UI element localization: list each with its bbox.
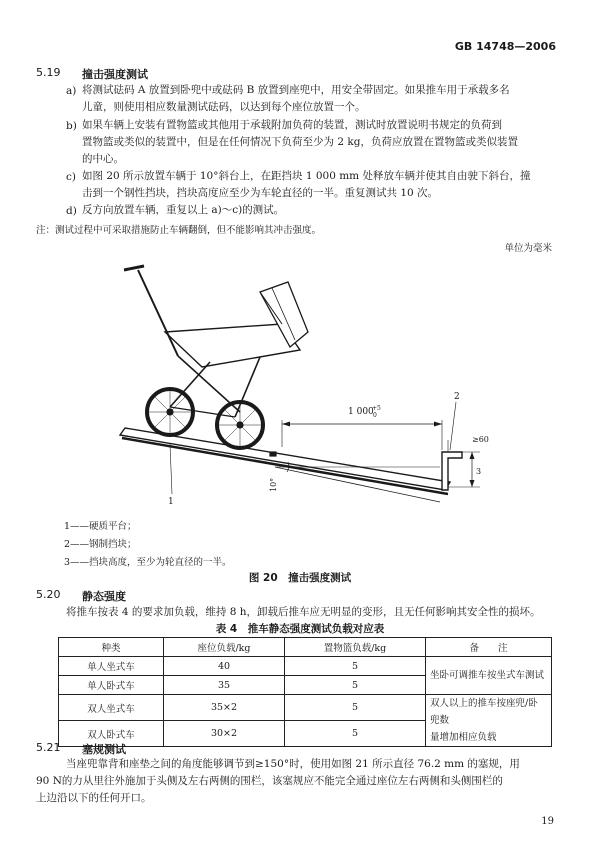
note: 注：测试过程中可采取措施防止车辆翻倒，但不能影响其冲击强度。: [36, 225, 322, 236]
table-row: [59, 657, 552, 676]
item-a-line-1: 将测试砝码 A 放置到卧兜中或砝码 B 放置到座兜中，用安全带固定。如果推车用于承载多名: [82, 84, 510, 96]
page-number: 19: [541, 816, 554, 827]
item-label-a: a): [66, 85, 77, 97]
item-c-text: [82, 168, 530, 202]
section-number-5-20: 5.20: [36, 588, 61, 601]
ramp-platform: [120, 428, 450, 490]
cell-seat-load: 35×2: [164, 695, 285, 721]
angle-text: 10°: [269, 477, 278, 492]
item-a-line-2: 儿童，则使用相应数量测试砝码，以达到每个座位放置一个。: [82, 101, 366, 113]
section-5-21-line-2: 90 N的力从里往外施加于头侧及左右两侧的围栏，该塞规应不能完全通过座位左右两侧和头侧围栏的: [36, 775, 503, 787]
steel-stop-block: [442, 452, 462, 490]
item-d-text: [82, 202, 284, 219]
brake-block: [270, 452, 276, 456]
cell-seat-load: 40: [164, 657, 285, 676]
table-header-row: [59, 638, 552, 657]
cell-type: 双人卧式车: [59, 721, 164, 747]
cell-basket-load: 5: [285, 657, 426, 676]
cell-type: 单人卧式车: [59, 676, 164, 695]
section-title-5-21: 塞规测试: [82, 743, 126, 756]
section-5-21-line-3: 上边沿以下的任何开口。: [36, 792, 152, 804]
item-label-d: d): [66, 205, 77, 217]
section-number-5-19: 5.19: [36, 66, 61, 79]
dim-tolerance-upper: +5: [372, 405, 381, 412]
table-4-title: 表 4 推车静态强度测试负载对应表: [215, 623, 385, 635]
legend-item-1: 1——硬质平台；: [64, 521, 137, 532]
item-c-line-2: 击到一个钢性挡块，挡块高度应至少为车轮直径的一半。重复测试共 10 次。: [82, 187, 439, 199]
item-b-line-1: 如果车辆上安装有置物篮或其他用于承载附加负荷的装置，测试时放置说明书规定的负荷到: [82, 119, 502, 131]
cell-type: 双人坐式车: [59, 695, 164, 721]
item-c-line-1: 如图 20 所示放置车辆于 10°斜台上，在距挡块 1 000 mm 处释放车辆并使其自由驶下斜台，撞: [82, 170, 531, 182]
leader-line-1: [170, 444, 172, 494]
cell-type: 单人坐式车: [59, 657, 164, 676]
figure-caption: 图 20 撞击强度测试: [248, 572, 352, 584]
item-b-line-3: 的中心。: [82, 153, 124, 165]
header-basket-load: 置物篮负载/kg: [285, 638, 426, 657]
figure-legend: [64, 518, 232, 572]
section-title-5-19: 撞击强度测试: [82, 68, 148, 81]
table-4: [58, 637, 552, 747]
dim-tolerance-lower: 0: [373, 412, 377, 419]
dim-distance-text: 1 000: [348, 407, 374, 417]
cell-basket-load: 5: [285, 676, 426, 695]
dim-height-text: ≥60: [472, 435, 489, 444]
dim-arrow-left: [282, 422, 290, 427]
unit-label: 单位为毫米: [504, 243, 552, 254]
remark-2-line-1: 双人以上的推车按座兜/卧兜数: [430, 698, 538, 726]
section-5-20-text: 将推车按表 4 的要求加负载，维持 8 h，卸载后推车应无明显的变形，且无任何影响其安全性的损坏。: [66, 606, 541, 618]
figure-20-drawing: [110, 262, 510, 512]
section-5-21-line-1: 当座兜靠背和座垫之间的角度能够调节到≥150°时，使用如图 21 所示直径 76.2 mm 的塞规，用: [66, 758, 520, 770]
dim-arrow-top: [470, 452, 475, 459]
legend-item-3: 3——挡块高度，至少为轮直径的一半。: [64, 557, 232, 568]
section-5-21-text: [36, 756, 568, 807]
legend-item-2: 2——钢制挡块；: [64, 539, 137, 550]
front-wheel: [147, 389, 193, 435]
pram-body: [165, 324, 300, 367]
label-1: 1: [168, 497, 174, 507]
item-label-c: c): [66, 171, 76, 183]
cell-basket-load: 5: [285, 721, 426, 747]
standard-number: GB 14748—2006: [454, 40, 556, 53]
dim-small-text: 3: [476, 467, 482, 476]
cell-seat-load: 35: [164, 676, 285, 695]
item-a-text: [82, 82, 510, 116]
header-remarks: 备 注: [426, 638, 552, 657]
remark-2-line-2: 量增加相应负载: [430, 732, 497, 743]
label-2: 2: [454, 392, 460, 402]
dim-arrow-right: [434, 422, 442, 427]
item-b-text: [82, 117, 518, 168]
dim-arrow-bottom: [470, 480, 475, 487]
item-b-line-2: 置物篮或类似的装置中，但是在任何情况下负荷至少为 2 kg，负荷应放置在置物篮或类似装置: [82, 136, 518, 148]
section-title-5-20: 静态强度: [82, 590, 126, 603]
item-label-b: b): [66, 120, 77, 132]
cell-seat-load: 30×2: [164, 721, 285, 747]
table-row: [59, 695, 552, 721]
pram-handle-bar: [138, 270, 178, 356]
section-number-5-21: 5.21: [36, 741, 61, 754]
rear-wheel: [217, 402, 263, 448]
header-seat-load: 座位负载/kg: [164, 638, 285, 657]
cell-remark-1: 坐卧可调推车按坐式车测试: [426, 657, 552, 695]
leader-line-2: [450, 402, 456, 450]
cell-basket-load: 5: [285, 695, 426, 721]
item-d-line-1: 反方向放置车辆，重复以上 a)～c)的测试。: [82, 204, 285, 216]
cell-remark-2: [426, 695, 552, 747]
pram-handle-grip: [124, 266, 144, 270]
header-type: 种类: [59, 638, 164, 657]
